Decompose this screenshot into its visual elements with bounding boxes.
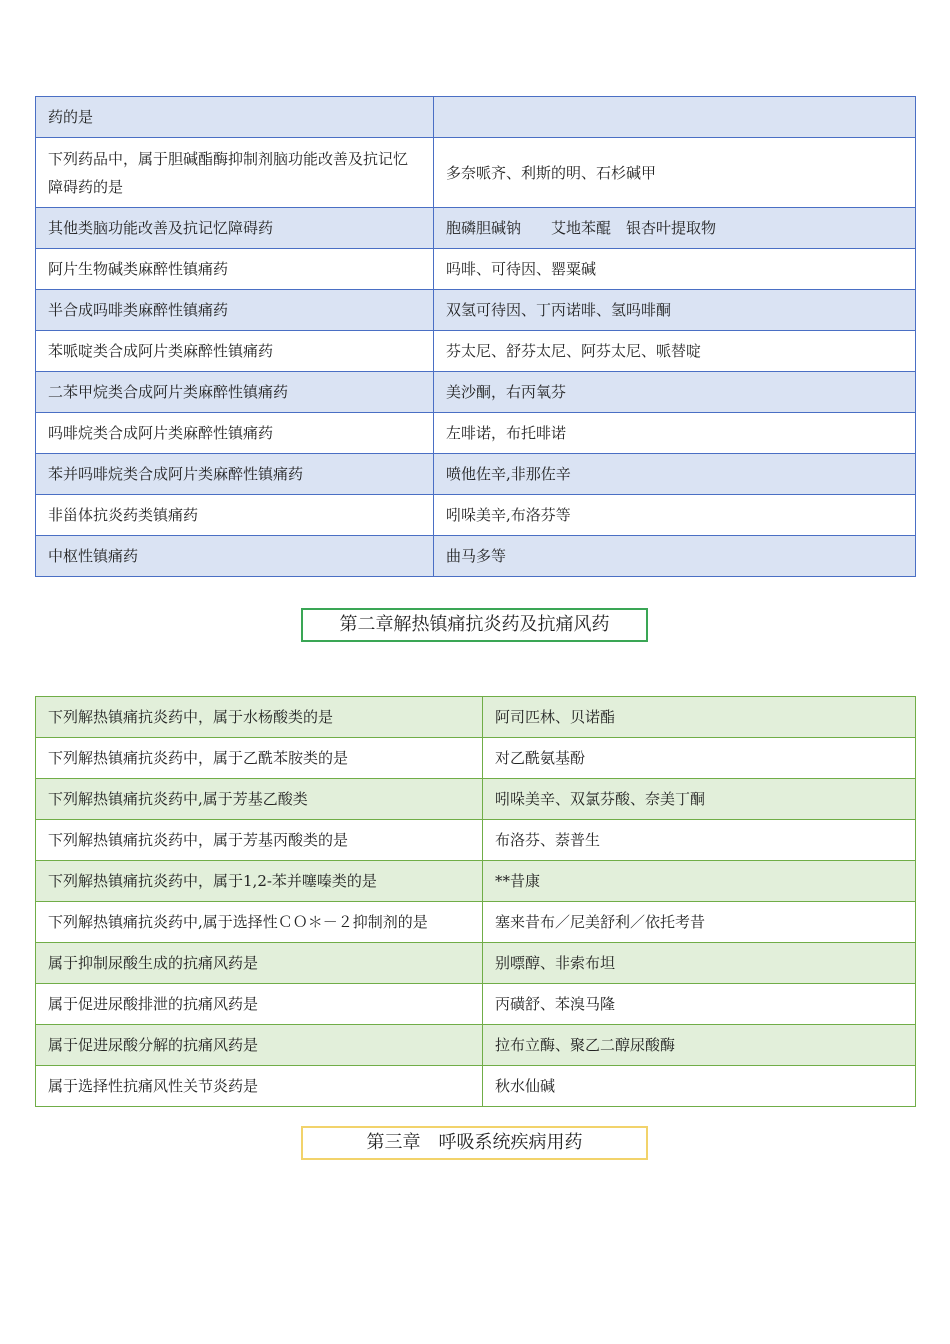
answer-cell: 喷他佐辛,非那佐辛 — [434, 454, 916, 495]
answer-cell: 秋水仙碱 — [483, 1066, 916, 1107]
table-row — [36, 536, 916, 577]
question-cell: 下列解热镇痛抗炎药中，属于1,2-苯并噻嗪类的是 — [36, 861, 483, 902]
table-row — [36, 495, 916, 536]
question-cell: 苯哌啶类合成阿片类麻醉性镇痛药 — [36, 331, 434, 372]
answer-cell: 芬太尼、舒芬太尼、阿芬太尼、哌替啶 — [434, 331, 916, 372]
question-cell: 下列解热镇痛抗炎药中，属于水杨酸类的是 — [36, 697, 483, 738]
table-row — [36, 738, 916, 779]
chapter-3-heading: 第三章 呼吸系统疾病用药 — [301, 1126, 648, 1160]
answer-cell: 拉布立酶、聚乙二醇尿酸酶 — [483, 1025, 916, 1066]
table-row — [36, 331, 916, 372]
table-row — [36, 97, 916, 138]
chapter-2-heading: 第二章解热镇痛抗炎药及抗痛风药 — [301, 608, 648, 642]
answer-cell: 丙磺舒、苯溴马隆 — [483, 984, 916, 1025]
answer-cell: 多奈哌齐、利斯的明、石杉碱甲 — [434, 138, 916, 208]
table-row — [36, 208, 916, 249]
answer-cell: 左啡诺，布托啡诺 — [434, 413, 916, 454]
question-cell: 属于促进尿酸分解的抗痛风药是 — [36, 1025, 483, 1066]
question-cell: 下列解热镇痛抗炎药中,属于选择性ＣＯ＊－２抑制剂的是 — [36, 902, 483, 943]
table-row — [36, 697, 916, 738]
answer-cell: 阿司匹林、贝诺酯 — [483, 697, 916, 738]
answer-cell: 布洛芬、萘普生 — [483, 820, 916, 861]
table-row — [36, 820, 916, 861]
question-cell: 药的是 — [36, 97, 434, 138]
table-row — [36, 779, 916, 820]
answer-cell: 吲哚美辛,布洛芬等 — [434, 495, 916, 536]
answer-cell — [434, 97, 916, 138]
answer-cell: 吗啡、可待因、罂粟碱 — [434, 249, 916, 290]
question-cell: 吗啡烷类合成阿片类麻醉性镇痛药 — [36, 413, 434, 454]
answer-cell: 胞磷胆碱钠 艾地苯醌 银杏叶提取物 — [434, 208, 916, 249]
question-cell: 下列药品中，属于胆碱酯酶抑制剂脑功能改善及抗记忆障碍药的是 — [36, 138, 434, 208]
question-cell: 下列解热镇痛抗炎药中，属于乙酰苯胺类的是 — [36, 738, 483, 779]
table-row — [36, 861, 916, 902]
answer-cell: **昔康 — [483, 861, 916, 902]
question-cell: 属于选择性抗痛风性关节炎药是 — [36, 1066, 483, 1107]
answer-cell: 吲哚美辛、双氯芬酸、奈美丁酮 — [483, 779, 916, 820]
table-row — [36, 1066, 916, 1107]
answer-cell: 对乙酰氨基酚 — [483, 738, 916, 779]
drug-table-chapter2 — [35, 696, 916, 1107]
answer-cell: 别嘌醇、非索布坦 — [483, 943, 916, 984]
table-row — [36, 138, 916, 208]
table-row — [36, 249, 916, 290]
question-cell: 二苯甲烷类合成阿片类麻醉性镇痛药 — [36, 372, 434, 413]
question-cell: 其他类脑功能改善及抗记忆障碍药 — [36, 208, 434, 249]
question-cell: 非甾体抗炎药类镇痛药 — [36, 495, 434, 536]
table-row — [36, 454, 916, 495]
drug-table-chapter1 — [35, 96, 916, 577]
answer-cell: 曲马多等 — [434, 536, 916, 577]
table-row — [36, 984, 916, 1025]
answer-cell: 塞来昔布／尼美舒利／依托考昔 — [483, 902, 916, 943]
question-cell: 苯并吗啡烷类合成阿片类麻醉性镇痛药 — [36, 454, 434, 495]
table-row — [36, 372, 916, 413]
question-cell: 属于抑制尿酸生成的抗痛风药是 — [36, 943, 483, 984]
question-cell: 下列解热镇痛抗炎药中,属于芳基乙酸类 — [36, 779, 483, 820]
table-row — [36, 902, 916, 943]
question-cell: 半合成吗啡类麻醉性镇痛药 — [36, 290, 434, 331]
table-row — [36, 290, 916, 331]
answer-cell: 双氢可待因、丁丙诺啡、氢吗啡酮 — [434, 290, 916, 331]
question-cell: 属于促进尿酸排泄的抗痛风药是 — [36, 984, 483, 1025]
table-row — [36, 413, 916, 454]
answer-cell: 美沙酮，右丙氧芬 — [434, 372, 916, 413]
table-row — [36, 1025, 916, 1066]
question-cell: 中枢性镇痛药 — [36, 536, 434, 577]
question-cell: 阿片生物碱类麻醉性镇痛药 — [36, 249, 434, 290]
question-cell: 下列解热镇痛抗炎药中，属于芳基丙酸类的是 — [36, 820, 483, 861]
table-row — [36, 943, 916, 984]
